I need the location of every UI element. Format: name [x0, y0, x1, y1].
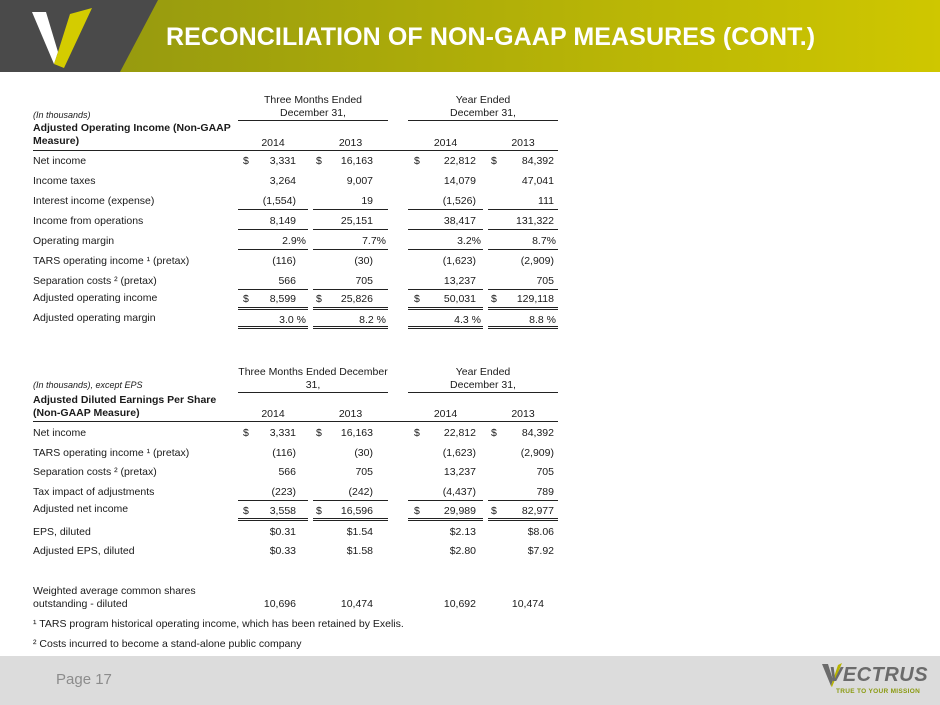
total-double-rule [488, 307, 558, 310]
table-cell: 25,826 [340, 293, 373, 305]
table-cell: $7.92 [527, 545, 554, 557]
table-cell: $0.31 [269, 526, 296, 538]
subtotal-rule [238, 209, 308, 210]
table-cell: (4,437) [442, 486, 476, 498]
table-cell: 14,079 [443, 175, 476, 187]
t1-year-col1: 2014 [261, 137, 285, 149]
t1-header-rule [33, 150, 558, 151]
t1-group-right-line1: Year Ended [455, 94, 511, 106]
table-cell: 16,163 [340, 155, 373, 167]
t2-year-col1: 2014 [261, 408, 285, 420]
table-row-label: TARS operating income ¹ (pretax) [33, 447, 190, 459]
t2-unit-note: (In thousands), except EPS [33, 380, 143, 390]
table-cell: 129,118 [516, 293, 554, 305]
table-row-label: Operating margin [33, 235, 115, 247]
table-cell: $2.80 [449, 545, 476, 557]
table-row-label: TARS operating income ¹ (pretax) [33, 255, 190, 267]
total-double-rule [313, 307, 388, 310]
t2-group-right-line2: December 31, [450, 379, 516, 391]
footnote-1: ¹ TARS program historical operating income, which has been retained by Exelis. [33, 618, 404, 630]
total-double-rule [488, 326, 558, 329]
footnote-2: ² Costs incurred to become a stand-alone public company [33, 638, 302, 650]
table-cell: 566 [278, 275, 296, 287]
t2-group-underline-left [238, 392, 388, 393]
table-cell: 8,599 [269, 293, 296, 305]
dollar-sign: $ [243, 427, 249, 439]
subtotal-rule [313, 229, 388, 230]
total-double-rule [313, 326, 388, 329]
subtotal-rule [488, 500, 558, 501]
table-cell: 8,149 [269, 215, 296, 227]
table-cell: 10,696 [263, 598, 296, 610]
dollar-sign: $ [414, 155, 420, 167]
table-row-label-line1: Weighted average common shares [33, 585, 196, 597]
table-cell: 4.3 % [454, 314, 481, 326]
subtotal-rule [488, 289, 558, 290]
total-double-rule [408, 326, 483, 329]
total-double-rule [408, 518, 483, 521]
total-double-rule [408, 307, 483, 310]
t1-unit-note: (In thousands) [33, 110, 91, 120]
table-cell: 82,977 [521, 505, 554, 517]
table-row-label: Adjusted net income [33, 503, 129, 515]
table-cell: 3.2% [457, 235, 481, 247]
table-row-label-line2: outstanding - diluted [33, 598, 128, 610]
total-double-rule [238, 518, 308, 521]
t2-year-col3: 2014 [433, 408, 458, 420]
table-cell: 8.8 % [529, 314, 556, 326]
table-cell: (1,623) [442, 447, 476, 459]
table-cell: $8.06 [527, 526, 554, 538]
table-row-label: EPS, diluted [33, 526, 91, 538]
subtotal-rule [408, 229, 483, 230]
table-cell: 19 [361, 195, 373, 207]
table-cell: (116) [272, 255, 296, 267]
subtotal-rule [313, 209, 388, 210]
subtotal-rule [408, 500, 483, 501]
dollar-sign: $ [491, 505, 497, 517]
t1-heading-line1: Adjusted Operating Income (Non-GAAP [33, 122, 231, 134]
subtotal-rule [238, 289, 308, 290]
table-cell: 111 [538, 195, 554, 207]
table-cell: 705 [355, 275, 373, 287]
table-row-label: Income from operations [33, 215, 144, 227]
subtotal-rule [238, 249, 308, 250]
table-row-label: Separation costs ² (pretax) [33, 466, 157, 478]
header-banner [0, 0, 940, 72]
t1-year-col3: 2014 [433, 137, 458, 149]
page-number: Page 17 [56, 671, 112, 688]
subtotal-rule [488, 229, 558, 230]
table-cell: 566 [278, 466, 296, 478]
table-cell: 131,322 [516, 215, 554, 227]
table-cell: (242) [348, 486, 373, 498]
t1-heading-line2: Measure) [33, 135, 80, 147]
table-cell: 7.7% [362, 235, 386, 247]
table-row-label: Adjusted operating margin [33, 312, 156, 324]
t1-group-underline-right [408, 120, 558, 121]
table-row-label: Adjusted EPS, diluted [33, 545, 135, 557]
total-double-rule [238, 307, 308, 310]
table-cell: (223) [271, 486, 296, 498]
table-cell: 13,237 [443, 466, 476, 478]
table-cell: 22,812 [443, 155, 476, 167]
table-cell: (1,554) [262, 195, 296, 207]
table-cell: 84,392 [521, 427, 554, 439]
table-cell: 3,331 [269, 427, 296, 439]
table-cell: (2,909) [520, 255, 554, 267]
table-cell: 3,331 [269, 155, 296, 167]
footer-bar [0, 656, 940, 705]
table-cell: (30) [354, 255, 373, 267]
total-double-rule [238, 326, 308, 329]
table-row-label: Income taxes [33, 175, 96, 187]
table-cell: 13,237 [443, 275, 476, 287]
subtotal-rule [488, 249, 558, 250]
total-double-rule [313, 518, 388, 521]
table-cell: 16,596 [340, 505, 373, 517]
dollar-sign: $ [491, 427, 497, 439]
table-cell: 705 [536, 466, 554, 478]
t1-group-right-line2: December 31, [450, 107, 516, 119]
total-double-rule [488, 518, 558, 521]
dollar-sign: $ [316, 155, 322, 167]
t1-group-left-line1: Three Months Ended [263, 94, 363, 106]
table-cell: 25,151 [340, 215, 373, 227]
table-cell: $1.58 [346, 545, 373, 557]
dollar-sign: $ [243, 505, 249, 517]
table-cell: 8.7% [532, 235, 556, 247]
table-cell: (2,909) [520, 447, 554, 459]
table-cell: 10,474 [511, 598, 544, 610]
table-cell: 3,264 [269, 175, 296, 187]
table-cell: 705 [355, 466, 373, 478]
subtotal-rule [238, 229, 308, 230]
subtotal-rule [408, 289, 483, 290]
table-cell: 16,163 [340, 427, 373, 439]
table-cell: (1,526) [442, 195, 476, 207]
t2-year-col4: 2013 [511, 408, 535, 420]
t1-year-col4: 2013 [511, 137, 535, 149]
t2-year-col2: 2013 [338, 408, 363, 420]
table-cell: 789 [536, 486, 554, 498]
table-cell: (30) [354, 447, 373, 459]
table-row-label: Adjusted operating income [33, 292, 158, 304]
table-cell: 29,989 [443, 505, 476, 517]
table-cell: 9,007 [346, 175, 373, 187]
t1-group-underline-left [238, 120, 388, 121]
table-cell: $0.33 [269, 545, 296, 557]
t2-heading-line2: (Non-GAAP Measure) [33, 407, 140, 419]
dollar-sign: $ [316, 293, 322, 305]
t1-year-col2: 2013 [338, 137, 363, 149]
logo-tagline: TRUE TO YOUR MISSION [836, 688, 921, 695]
table-cell: 50,031 [443, 293, 476, 305]
dollar-sign: $ [243, 293, 249, 305]
t2-group-right-line1: Year Ended [455, 366, 511, 378]
t2-group-underline-right [408, 392, 558, 393]
subtotal-rule [313, 249, 388, 250]
table-cell: 10,692 [443, 598, 476, 610]
table-row-label: Net income [33, 155, 87, 167]
t2-group-left-line2: 31, [305, 379, 321, 391]
page-title: RECONCILIATION OF NON-GAAP MEASURES (CONT.) [166, 23, 816, 51]
t2-heading-line1: Adjusted Diluted Earnings Per Share [33, 394, 217, 406]
vectrus-logo [822, 660, 929, 702]
dollar-sign: $ [316, 427, 322, 439]
table-cell: 705 [536, 275, 554, 287]
subtotal-rule [408, 249, 483, 250]
t2-group-left-line1: Three Months Ended December [238, 366, 388, 378]
dollar-sign: $ [243, 155, 249, 167]
dollar-sign: $ [316, 505, 322, 517]
subtotal-rule [313, 500, 388, 501]
table-cell: (1,623) [442, 255, 476, 267]
table-cell: 8.2 % [359, 314, 386, 326]
dollar-sign: $ [414, 427, 420, 439]
dollar-sign: $ [414, 293, 420, 305]
subtotal-rule [408, 209, 483, 210]
dollar-sign: $ [491, 293, 497, 305]
vectrus-v-icon [28, 4, 108, 72]
subtotal-rule [238, 500, 308, 501]
table-row-label: Net income [33, 427, 87, 439]
table-cell: 10,474 [340, 598, 373, 610]
dollar-sign: $ [414, 505, 420, 517]
t2-header-rule [33, 421, 558, 422]
table-cell: 3,558 [269, 505, 296, 517]
dollar-sign: $ [491, 155, 497, 167]
table-cell: 2.9% [282, 235, 306, 247]
table-cell: 47,041 [521, 175, 554, 187]
table-row-label: Tax impact of adjustments [33, 486, 155, 498]
table-cell: 3.0 % [279, 314, 306, 326]
table-cell: 38,417 [443, 215, 476, 227]
table-cell: 84,392 [521, 155, 554, 167]
table-row-label: Interest income (expense) [33, 195, 155, 207]
subtotal-rule [313, 289, 388, 290]
table-cell: 22,812 [443, 427, 476, 439]
table-cell: $1.54 [346, 526, 373, 538]
table-cell: $2.13 [449, 526, 476, 538]
t1-group-left-line2: December 31, [280, 107, 346, 119]
subtotal-rule [488, 209, 558, 210]
table-row-label: Separation costs ² (pretax) [33, 275, 157, 287]
logo-wordmark: VECTRUS [829, 664, 929, 686]
table-cell: (116) [272, 447, 296, 459]
